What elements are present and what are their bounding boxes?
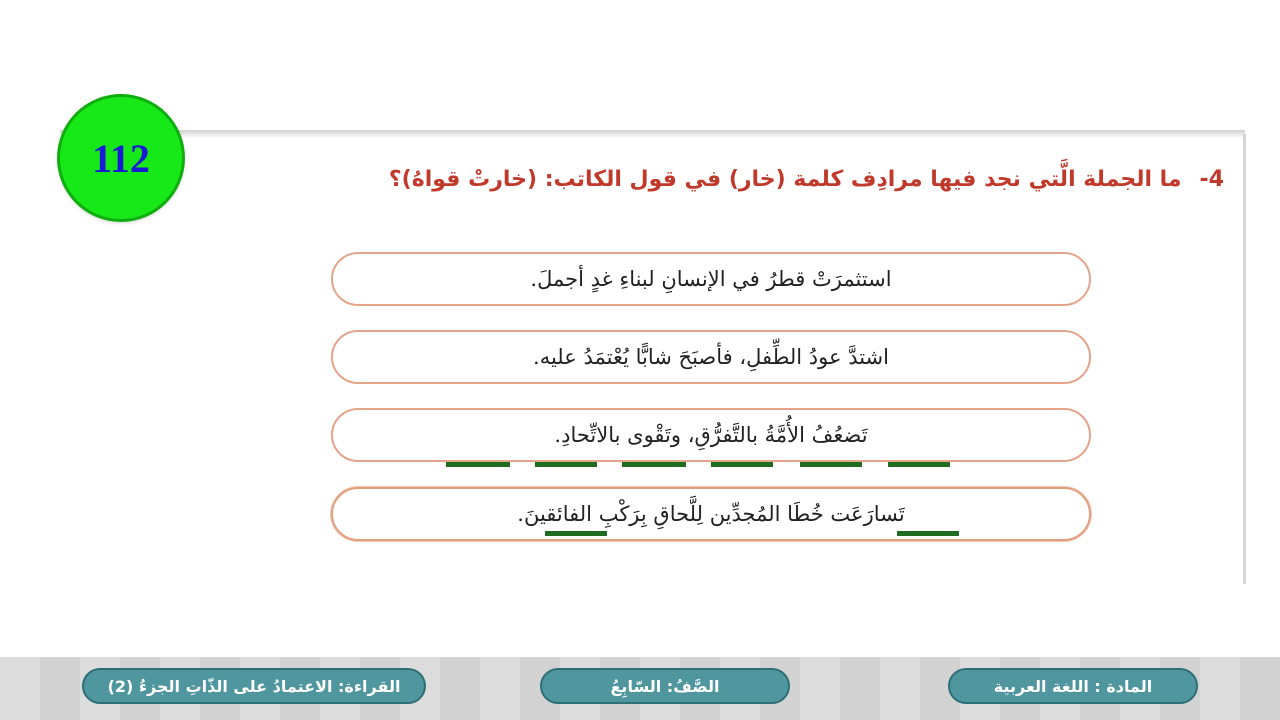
- answer-option-1-text: استثمرَتْ قطرُ في الإنسانِ لبناءِ غدٍ أجملَ.: [530, 267, 892, 291]
- question-line: [324, 160, 1224, 200]
- footer-grade-pill: [540, 668, 790, 704]
- highlight-dash: [800, 462, 862, 467]
- answer-option-2-text: اشتدَّ عودُ الطِّفلِ، فأصبَحَ شابًّا يُعْتمَدُ عليه.: [533, 345, 889, 369]
- page-right-edge: [1243, 134, 1246, 584]
- highlight-dash: [897, 531, 959, 536]
- page-number: 112: [92, 135, 150, 181]
- footer-subject-pill: [948, 668, 1198, 704]
- answer-option-4-text: تَسارَعَت خُطَا المُجدِّين لِلَّحاقِ بِرَكْبِ الفائقينَ.: [517, 502, 905, 526]
- footer-lesson-pill: [82, 668, 426, 704]
- highlight-dash: [888, 462, 950, 467]
- footer-grade: الصَّفُ: السّابِعُ: [610, 676, 720, 696]
- answer-option-4[interactable]: [331, 487, 1091, 541]
- question-number: 4-: [1199, 167, 1224, 192]
- footer-lesson: القراءة: الاعتمادُ على الذّاتِ الجزءُ (2): [107, 676, 401, 696]
- footer-subject: المادة : اللغة العربية: [993, 676, 1153, 696]
- highlight-dash: [446, 462, 510, 467]
- page-top-edge: [60, 130, 1245, 138]
- question-text: ما الجملة الَّتي نجد فيها مرادِف كلمة (خار) في قول الكاتب: (خارتْ قواهُ)؟: [388, 167, 1182, 192]
- answer-option-3-text: تَضعُفُ الأُمَّةُ بالتَّفرُّقِ، وتَقْوى بالاتِّحادِ.: [554, 423, 868, 447]
- answer-option-2[interactable]: [331, 330, 1091, 384]
- highlight-dash: [711, 462, 773, 467]
- answer-option-1[interactable]: [331, 252, 1091, 306]
- highlight-dash: [535, 462, 597, 467]
- page-number-badge: [60, 97, 182, 219]
- highlight-dash: [622, 462, 686, 467]
- highlight-dash: [545, 531, 607, 536]
- answer-option-3[interactable]: [331, 408, 1091, 462]
